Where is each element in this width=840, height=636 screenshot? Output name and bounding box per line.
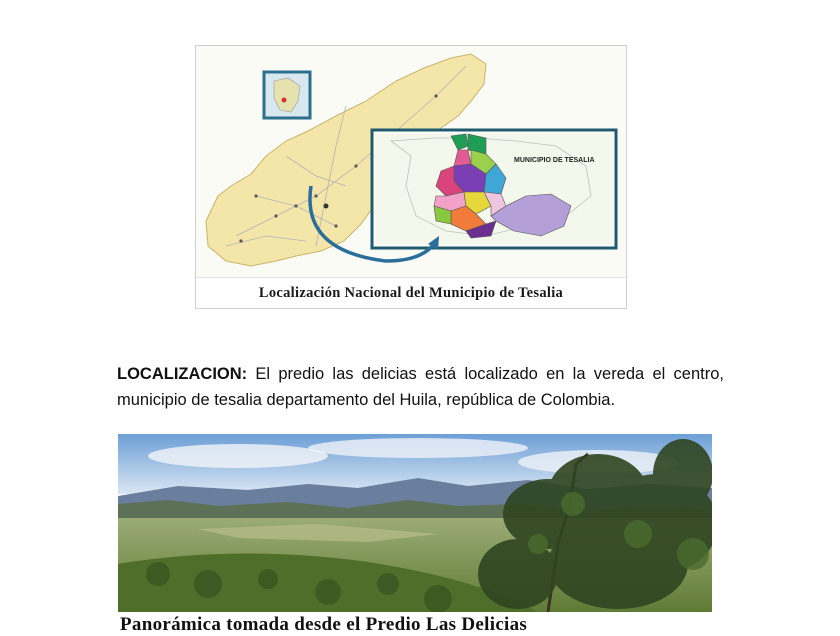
location-paragraph xyxy=(117,361,724,413)
photo-caption: Panorámica tomada desde el Predio Las Delicias xyxy=(120,614,528,635)
huila-department-map xyxy=(196,46,627,280)
panoramic-photo xyxy=(118,434,712,612)
map-caption: Localización Nacional del Municipio de Tesalia xyxy=(196,277,626,308)
inset-municipio-label: MUNICIPIO DE TESALIA xyxy=(514,157,595,164)
location-map-figure xyxy=(195,45,627,309)
location-body: El predio las delicias está localizado en la vereda el centro, municipio de tesalia departamento del Huila, república de Colombia. xyxy=(117,365,724,409)
location-heading: LOCALIZACION: xyxy=(117,365,248,383)
